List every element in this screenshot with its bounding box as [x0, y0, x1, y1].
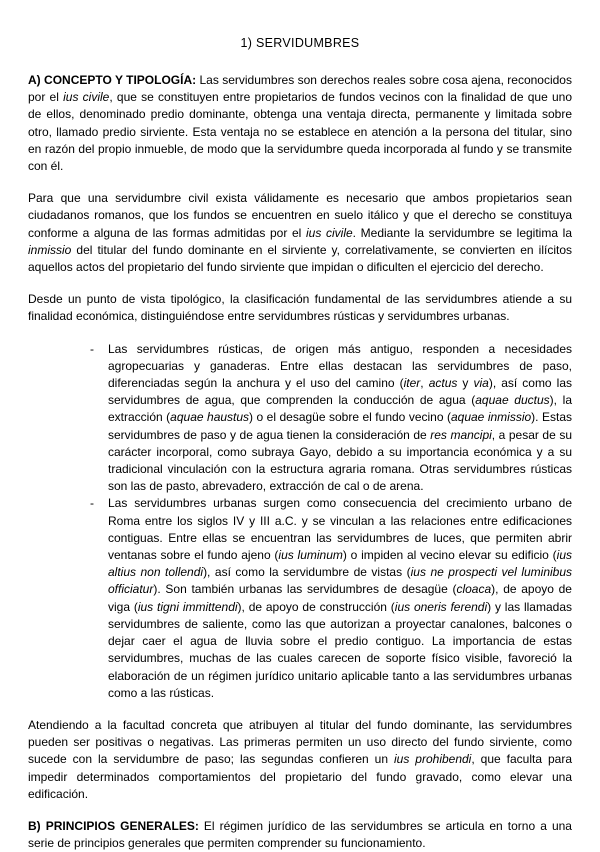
- italic-term: aquae haustus: [170, 410, 250, 425]
- list-item-rusticas: [90, 341, 573, 496]
- italic-term: ius oneris ferendi: [394, 599, 488, 614]
- text-run: , a pesar de su carácter incorporal, como subraya Gayo, debido a su importancia económica y a su tradicional vinculación con la estructura agraria romana. Otras servidumbres rústicas son las de pasto, abrevadero, extracción de cal o de arena.: [108, 427, 572, 494]
- text-run: Las servidumbres son derechos reales sobre cosa ajena, reconocidos por el: [28, 73, 572, 105]
- text-run: Las servidumbres urbanas surgen como consecuencia del crecimiento urbano de Roma entre los siglos IV y III a.C. y se vinculan a las relaciones entre edificaciones contiguas. Entre ellas se encuentran las servidumbres de luces, que permiten abrir ventanas sobre el fundo ajeno (: [108, 496, 572, 563]
- italic-term: res mancipi: [430, 427, 492, 442]
- italic-term: aquae inmissio: [450, 410, 532, 425]
- text-run: Para que una servidumbre civil exista válidamente es necesario que ambos propietarios sean ciudadanos romanos, que los fundos se encuentren en suelo itálico y que el derecho se constituya conforme a alguna de las formas admitidas por el: [28, 191, 572, 240]
- text-run: ), así como la servidumbre de vistas (: [203, 565, 411, 580]
- text-run: ,: [420, 376, 429, 391]
- italic-term: ius ne prospecti vel luminibus officiatur: [108, 565, 573, 597]
- italic-term: ius civile: [63, 90, 110, 105]
- paragraph-body: [28, 73, 572, 173]
- list-bullet: -: [90, 341, 94, 356]
- section-b-paragraph-1: [28, 818, 572, 852]
- italic-term: actus: [428, 376, 458, 391]
- text-run: ). Estas servidumbres de paso y de agua tienen la consideración de: [108, 410, 572, 442]
- text-run: ) y las llamadas servidumbres de saliente, como las que autorizan a proyectar canalones, balcones o dejar caer el agua de lluvia sobre el predio contiguo. La importancia de estas servidumbres, muchas de las cuales carecen de soporte físico visible, favoreció la elaboración de un régimen jurídico unitario aplicable tanto a las servidumbres urbanas como a las rústicas.: [108, 599, 572, 700]
- list-item-text: [108, 496, 572, 699]
- text-run: Las servidumbres rústicas, de origen más antiguo, responden a necesidades agropecuarias y ganaderas. Entre ellas destacan las servidumbres de paso, diferenciadas según la anchura y el uso del camino (: [108, 341, 572, 391]
- list-item-text: [108, 342, 572, 494]
- text-run: ), de apoyo de construcción (: [237, 599, 395, 614]
- list-item-urbanas: [90, 495, 573, 701]
- text-run: . Mediante la servidumbre se legitima la: [352, 225, 572, 240]
- text-run: El régimen jurídico de las servidumbres se articula en torno a una serie de principios generales que permiten comprender su funcionamiento.: [28, 818, 572, 851]
- text-run: y: [457, 376, 474, 391]
- italic-term: ius altius non tollendi: [108, 548, 572, 580]
- italic-term: ius tigni immittendi: [137, 599, 238, 614]
- text-run: ), de apoyo de viga (: [108, 582, 572, 614]
- italic-term: ius civile: [306, 225, 353, 240]
- text-run: del titular del fundo dominante en el sirviente y, correlativamente, se convierten en ilícitos aquellos actos del propietario del fundo sirviente que impidan o dificulten el ejercicio del derecho.: [28, 242, 572, 275]
- section-a-heading: A) CONCEPTO Y TIPOLOGÍA:: [28, 73, 197, 87]
- section-a-paragraph-1: [28, 72, 572, 175]
- italic-term: via: [473, 376, 489, 391]
- text-run: , que faculta para impedir determinados comportamientos del propietario del fundo gravado, como elevar una edificación.: [28, 752, 573, 801]
- italic-term: cloaca: [456, 582, 492, 597]
- italic-term: aquae ductus: [475, 393, 550, 408]
- text-run: , que se constituyen entre propietarios de fundos vecinos con la finalidad de que uno de ellos, denominado predio dominante, obtenga una ventaja directa, permanente y limitada sobre otro, llamado predio sirviente. Esta ventaja no se establece en atención a la persona del titular, sino en razón del propio inmueble, de modo que la servidumbre queda incorporada al fundo y se transmite con él.: [28, 90, 572, 174]
- text-run: ) o impiden al vecino elevar su edificio (: [342, 548, 557, 563]
- italic-term: inmissio: [28, 242, 72, 257]
- document-title: 1) SERVIDUMBRES: [240, 36, 360, 50]
- list-bullet: -: [90, 496, 94, 511]
- text-run: ), la extracción (: [108, 393, 572, 425]
- italic-term: ius prohibendi: [393, 752, 472, 767]
- italic-term: ius luminum: [278, 548, 343, 563]
- section-a-paragraph-4: [28, 717, 572, 803]
- section-a-paragraph-2: [28, 190, 572, 276]
- text-run: ), así como las servidumbres de agua, que comprenden la conducción de agua (: [108, 376, 573, 408]
- section-a-paragraph-3: [28, 291, 572, 325]
- text-run: ). Son también urbanas las servidumbres de desagüe (: [153, 582, 457, 597]
- text-run: Atendiendo a la facultad concreta que atribuyen al titular del fundo dominante, las servidumbres pueden ser positivas o negativas. Las primeras permiten un uso directo del fundo sirviente, como sucede con la servidumbre de paso; las segundas confieren un: [28, 717, 572, 767]
- text-run: ) o el desagüe sobre el fundo vecino (: [249, 410, 451, 425]
- text-run: Desde un punto de vista tipológico, la clasificación fundamental de las servidumbres atiende a su finalidad económica, distinguiéndose entre servidumbres rústicas y servidumbres urbanas.: [28, 292, 572, 324]
- servidumbres-type-list: [28, 341, 572, 702]
- italic-term: iter: [403, 376, 421, 391]
- section-b-heading: B) PRINCIPIOS GENERALES:: [28, 818, 199, 833]
